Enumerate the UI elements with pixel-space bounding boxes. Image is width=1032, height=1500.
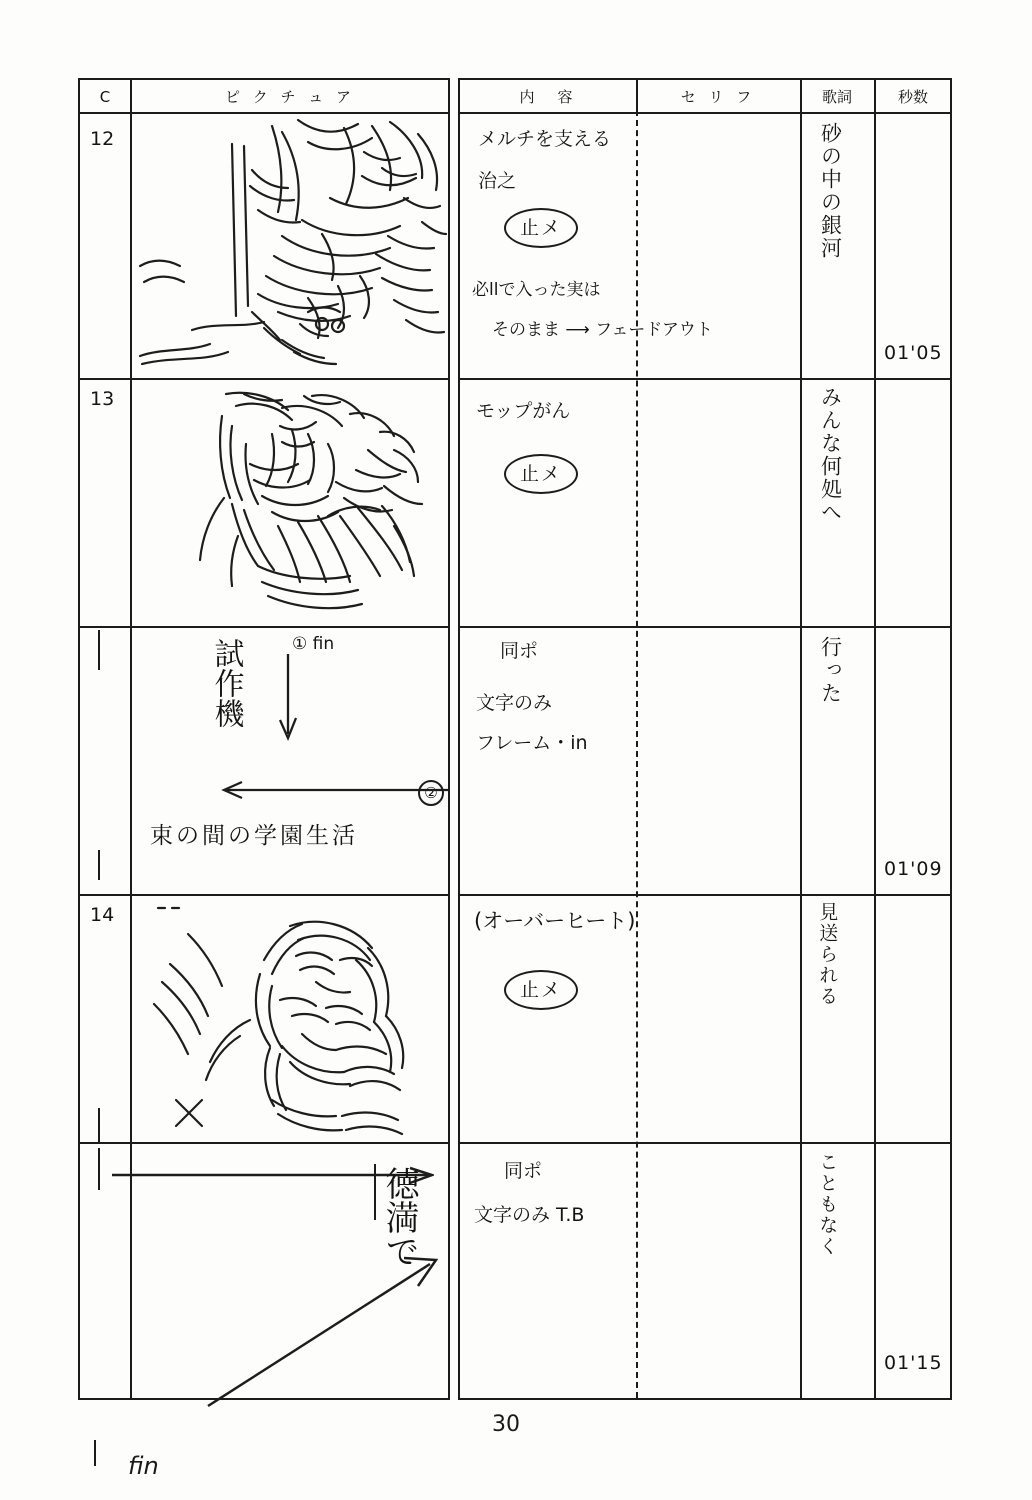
- content-line-row5-1: 同ポ: [504, 1160, 543, 1182]
- row-divider-4: [80, 1142, 448, 1144]
- content-line-cut14-1: (オーバーヒート): [474, 909, 636, 933]
- picture-circled-number-2: ②: [418, 780, 444, 806]
- storyboard-sketch-cut12: [132, 116, 450, 376]
- header-cut: C: [99, 88, 111, 106]
- content-row-divider-4: [460, 1142, 950, 1144]
- content-row-divider-3: [460, 894, 950, 896]
- divider-dialogue-lyrics: [800, 80, 802, 1398]
- content-line-cut12-2: 治之: [478, 170, 517, 192]
- frame-in-left-arrow: [220, 780, 450, 800]
- lyrics-row3: 行った: [818, 636, 843, 705]
- content-table: [458, 78, 952, 1400]
- lyrics-cut13: みんな何処へ: [818, 386, 843, 524]
- picture-note-tokumitsu: 徳満で: [379, 1166, 420, 1268]
- row-divider-1: [80, 378, 448, 380]
- seconds-row3: 01'09: [884, 858, 943, 880]
- picture-caption-gakuen: 束の間の学園生活: [150, 823, 358, 849]
- continuation-tick-2: [98, 850, 100, 880]
- stamp-tomeme-cut13: 止メ: [504, 454, 578, 494]
- cut-number-12: 12: [90, 128, 115, 150]
- row-divider-3: [80, 894, 448, 896]
- content-row-divider-1: [460, 378, 950, 380]
- content-line-cut12-4: そのまま ⟶ フェードアウト: [492, 320, 713, 340]
- picture-note-shisakuki: 試作機: [208, 638, 244, 728]
- footer-fin-note: fin: [128, 1452, 159, 1480]
- lyrics-cut12: 砂の中の銀河: [818, 122, 843, 260]
- content-line-row3-3: フレーム・in: [476, 732, 588, 754]
- seconds-row5: 01'15: [884, 1352, 943, 1374]
- content-line-cut12-1: メルチを支える: [478, 128, 612, 150]
- storyboard-sheet: [78, 78, 952, 1400]
- picture-table: [78, 78, 450, 1400]
- header-picture: ピ ク チ ュ ア: [224, 88, 356, 106]
- page-number: 30: [492, 1412, 520, 1437]
- fin-down-arrow: [276, 652, 306, 746]
- continuation-tick-4: [98, 1148, 100, 1190]
- row-divider-2: [80, 626, 448, 628]
- panel5-vertical-mark: [374, 1164, 376, 1220]
- continuation-tick-1: [98, 630, 100, 670]
- footer-tick: [94, 1440, 96, 1466]
- header-dialogue: セ リ フ: [680, 88, 756, 106]
- picture-fin-label: ① fin: [292, 634, 335, 654]
- continuation-tick-3: [98, 1108, 100, 1142]
- content-line-cut12-3: 必llで入った実は: [472, 280, 601, 300]
- header-lyrics: 歌詞: [821, 88, 852, 106]
- content-line-cut13-1: モップがん: [476, 400, 571, 422]
- content-line-row3-2: 文字のみ: [476, 692, 553, 714]
- content-line-row5-2: 文字のみ T.B: [474, 1204, 585, 1226]
- content-row-divider-2: [460, 626, 950, 628]
- cut-number-13: 13: [90, 388, 115, 410]
- header-seconds: 秒数: [897, 88, 928, 106]
- panning-arrow-diagonal: [204, 1250, 440, 1410]
- lyrics-row5: こともなく: [816, 1152, 839, 1257]
- storyboard-sketch-cut13: [132, 386, 450, 624]
- divider-content-dialogue: [636, 80, 638, 1398]
- lyrics-cut14: 見送られる: [816, 902, 839, 1007]
- divider-lyrics-seconds: [874, 80, 876, 1398]
- stamp-tomemе-cut12: 止メ: [504, 208, 578, 248]
- cut-number-14: 14: [90, 904, 115, 926]
- header-content: 内 容: [519, 88, 577, 106]
- stamp-tomeme-cut14: 止メ: [504, 970, 578, 1010]
- seconds-cut12: 01'05: [884, 342, 943, 364]
- content-line-row3-1: 同ポ: [500, 640, 539, 662]
- storyboard-sketch-cut14: [140, 904, 446, 1138]
